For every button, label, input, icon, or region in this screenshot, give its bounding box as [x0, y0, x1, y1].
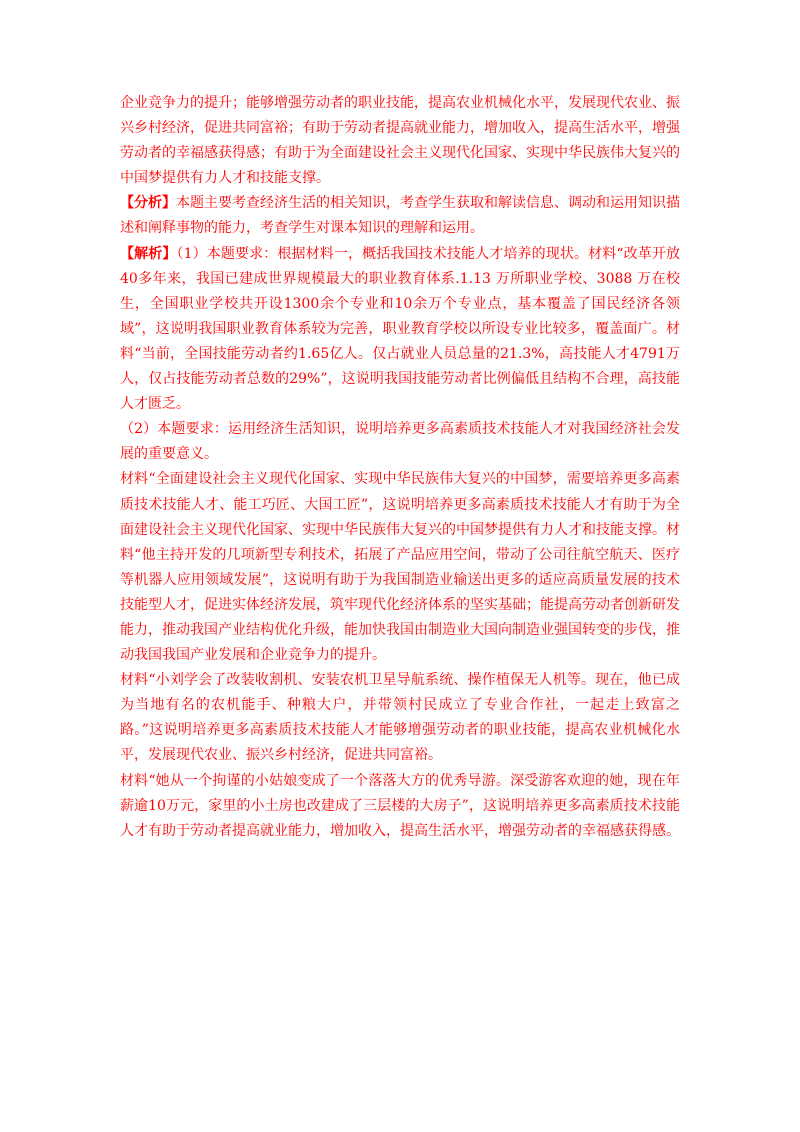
- analysis-tag: 【分析】: [120, 195, 176, 212]
- document-page: [120, 91, 680, 844]
- solution-tag: 【解析】: [120, 245, 177, 262]
- paragraph-solution: [120, 242, 680, 418]
- paragraph-analysis: [120, 191, 680, 241]
- solution-text: （1）本题要求：根据材料一，概括我国技术技能人才培养的现状。材料“改革开放40多年来，我国已建成世界规模最大的职业教育体系.1.13 万所职业学校、3088 万在校生，全国职业学校共开设1300余个专业和10余万个专业点，基本覆盖了国民经济各领域”，这说明我国职业教育体系较为完善，职业教育学校以所设专业比较多，覆盖面广。材料“当前，全国技能劳动者约1.65亿人。仅占就业人员总量的21.3%，高技能人才4791万人，仅占技能劳动者总数的29%”，这说明我国技能劳动者比例偏低且结构不合理，高技能人才匮乏。: [120, 245, 681, 413]
- paragraph-material-guide: 材料“她从一个拘谨的小姑娘变成了一个落落大方的优秀导游。深受游客欢迎的她，现在年薪逾10万元，家里的小土房也改建成了三层楼的大房子”，这说明培养更多高素质技术技能人才有助于劳动者提高就业能力，增加收入，提高生活水平，增强劳动者的幸福感获得感。: [120, 772, 680, 839]
- paragraph-question-2: （2）本题要求：运用经济生活知识，说明培养更多高素质技术技能人才对我国经济社会发展的重要意义。: [120, 421, 680, 463]
- paragraph-continuation: 企业竞争力的提升；能够增强劳动者的职业技能，提高农业机械化水平，发展现代农业、振兴乡村经济，促进共同富裕；有助于劳动者提高就业能力，增加收入，提高生活水平，增强劳动者的幸福感获得感；有助于为全面建设社会主义现代化国家、实现中华民族伟大复兴的中国梦提供有力人才和技能支撑。: [120, 95, 680, 187]
- paragraph-material-national: 材料“全面建设社会主义现代化国家、实现中华民族伟大复兴的中国梦，需要培养更多高素质技术技能人才、能工巧匠、大国工匠”，这说明培养更多高素质技术技能人才有助于为全面建设社会主义现代化国家、实现中华民族伟大复兴的中国梦提供有力人才和技能支撑。材料“他主持开发的几项新型专利技术，拓展了产品应用空间，带动了公司往航空航天、医疗等机器人应用领域发展”，这说明有助于为我国制造业输送出更多的适应高质量发展的技术技能型人才，促进实体经济发展，筑牢现代化经济体系的坚实基础；能提高劳动者创新研发能力，推动我国产业结构优化升级，能加快我国由制造业大国向制造业强国转变的步伐，推动我国我国产业发展和企业竞争力的提升。: [120, 471, 680, 664]
- analysis-text: 本题主要考查经济生活的相关知识，考查学生获取和解读信息、调动和运用知识描述和阐释事物的能力，考查学生对课本知识的理解和运用。: [120, 195, 680, 237]
- paragraph-material-xiaoliu: 材料“小刘学会了改装收割机、安装农机卫星导航系统、操作植保无人机等。现在，他已成为当地有名的农机能手、种粮大户，并带领村民成立了专业合作社，一起走上致富之路。”这说明培养更多高素质技术技能人才能够增强劳动者的职业技能，提高农业机械化水平，发展现代农业、振兴乡村经济，促进共同富裕。: [120, 672, 680, 764]
